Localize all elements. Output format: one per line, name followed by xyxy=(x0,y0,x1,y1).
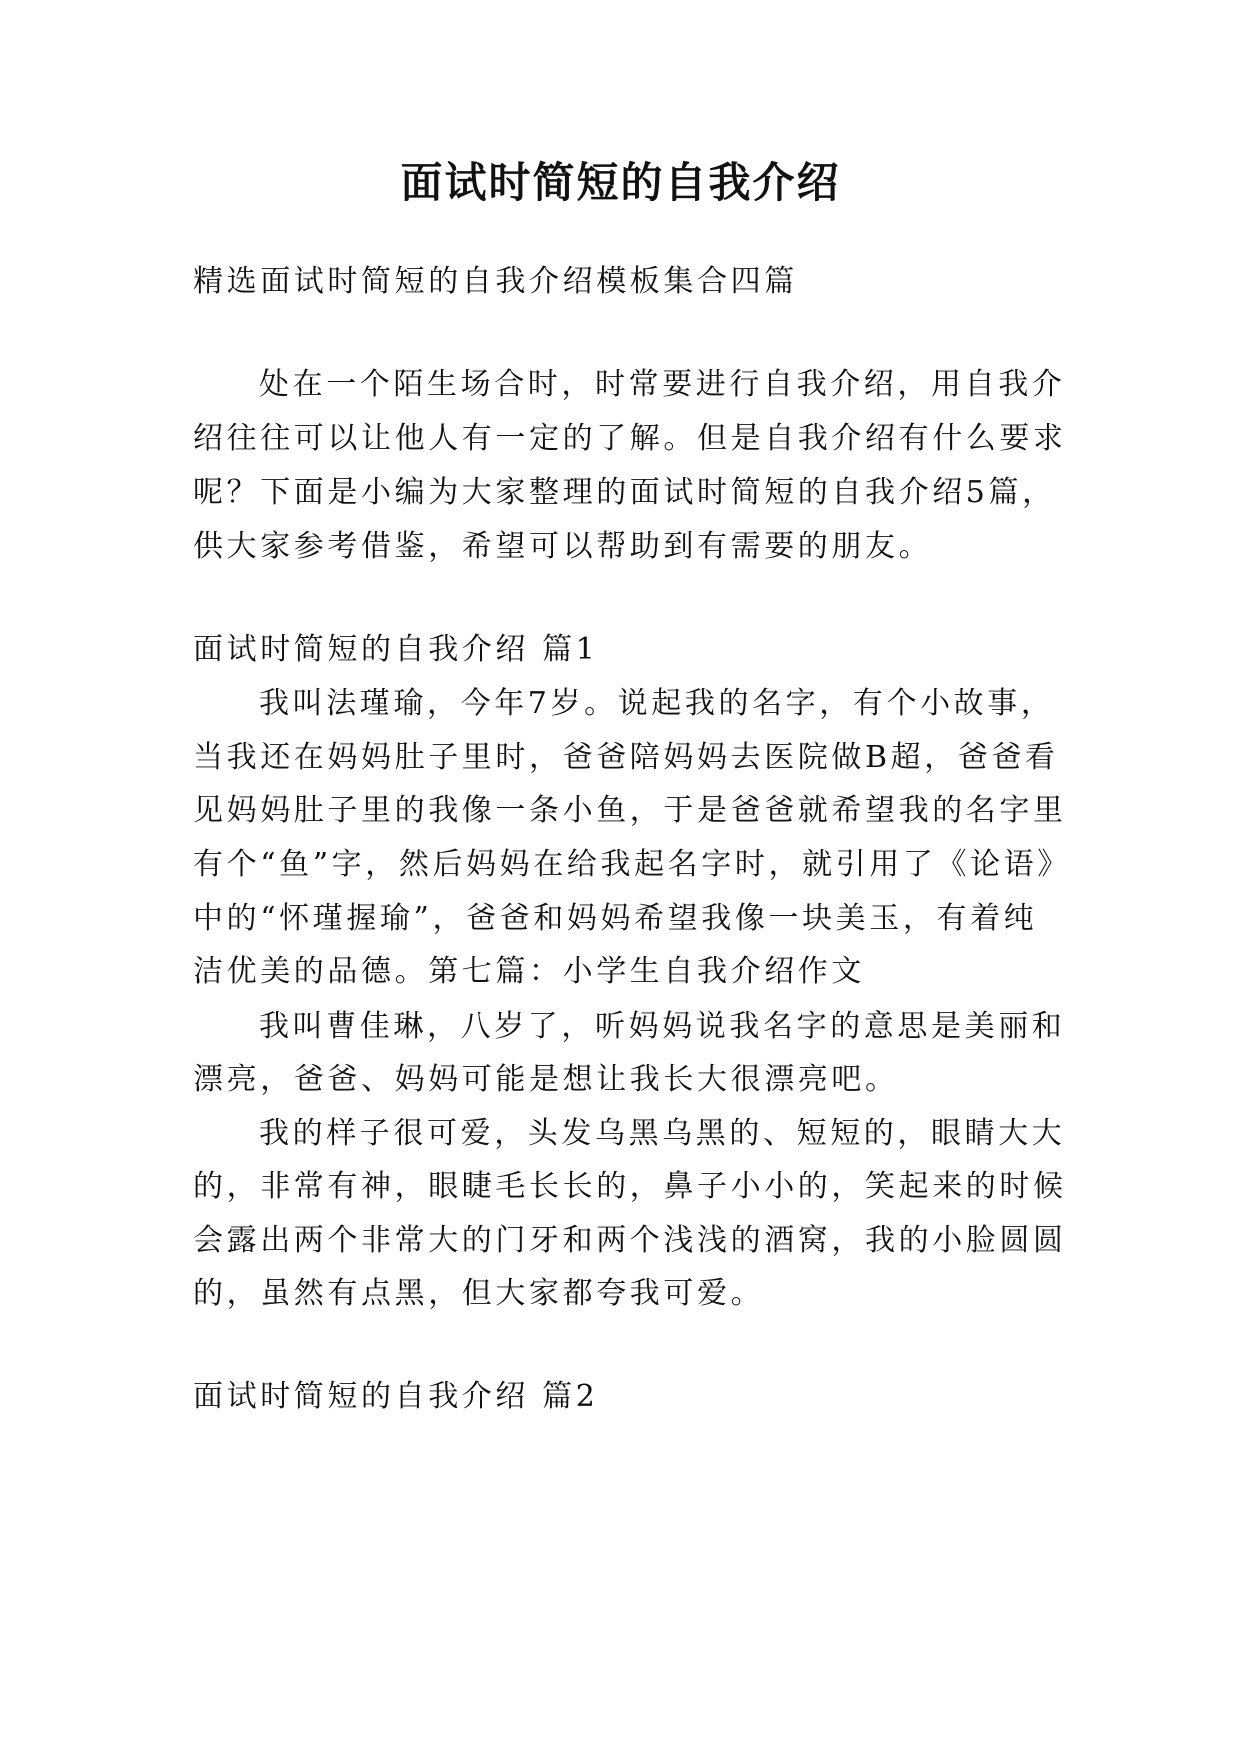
section1-line: 的，非常有神，眼睫毛长长的，鼻子小小的，笑起来的时候 xyxy=(193,1169,1067,1204)
section1-line: 会露出两个非常大的门牙和两个浅浅的酒窝，我的小脸圆圆 xyxy=(193,1223,1067,1258)
section-heading-2: 面试时简短的自我介绍 篇2 xyxy=(193,1379,599,1414)
section1-line: 我的样子很可爱，头发乌黑乌黑的、短短的，眼睛大大 xyxy=(259,1116,1066,1151)
section-heading-1: 面试时简短的自我介绍 篇1 xyxy=(193,632,599,667)
section1-line: 漂亮，爸爸、妈妈可能是想让我长大很漂亮吧。 xyxy=(193,1062,899,1097)
section1-line: 我叫法瑾瑜，今年7岁。说起我的名字，有个小故事， xyxy=(259,686,1055,721)
section1-line: 有个“鱼”字，然后妈妈在给我起名字时，就引用了《论语》 xyxy=(193,847,1071,882)
intro-line: 供大家参考借鉴，希望可以帮助到有需要的朋友。 xyxy=(193,529,933,564)
section1-line: 当我还在妈妈肚子里时，爸爸陪妈妈去医院做B超，爸爸看 xyxy=(193,740,1059,775)
section1-line: 的，虽然有点黑，但大家都夸我可爱。 xyxy=(193,1276,765,1311)
subtitle: 精选面试时简短的自我介绍模板集合四篇 xyxy=(193,264,798,299)
section1-line: 我叫曹佳琳，八岁了，听妈妈说我名字的意思是美丽和 xyxy=(259,1009,1066,1044)
section1-line: 见妈妈肚子里的我像一条小鱼，于是爸爸就希望我的名字里 xyxy=(193,793,1067,828)
document-title: 面试时简短的自我介绍 xyxy=(400,158,841,207)
section1-line: 中的“怀瑾握瑜”，爸爸和妈妈希望我像一块美玉，有着纯 xyxy=(193,901,1038,936)
intro-line: 处在一个陌生场合时，时常要进行自我介绍，用自我介 xyxy=(259,367,1066,402)
section1-line: 洁优美的品德。第七篇：小学生自我介绍作文 xyxy=(193,954,865,989)
intro-line: 呢？下面是小编为大家整理的面试时简短的自我介绍5篇， xyxy=(193,475,1056,510)
intro-line: 绍往往可以让他人有一定的了解。但是自我介绍有什么要求 xyxy=(193,421,1067,456)
